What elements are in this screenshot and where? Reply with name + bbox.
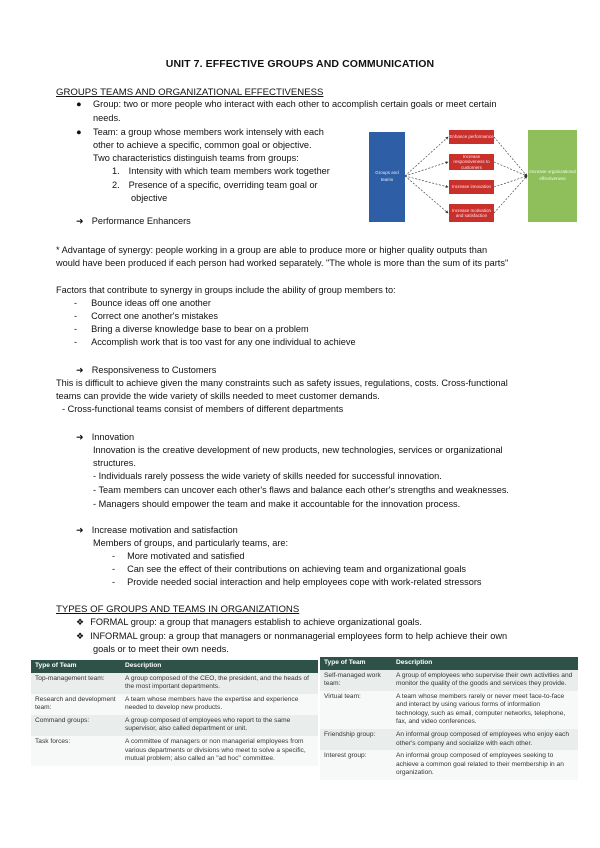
formal-group-definition: ❖ FORMAL group: a group that managers establish to achieve organizational goals.: [76, 617, 422, 627]
diagram-effectiveness-box: Increase organizational effectiveness: [528, 130, 577, 222]
characteristic-1: 1. Intensity with which team members work together: [112, 166, 330, 176]
table-header-row: [320, 657, 578, 670]
factor-item: - Bring a diverse knowledge base to bear on a problem: [74, 324, 309, 334]
team-types-table-left: [31, 660, 318, 766]
group-definition: ● Group: two or more people who interact with each other to accomplish certain goals or meet certain: [76, 98, 496, 111]
column-header: Type of Team: [320, 657, 392, 670]
innovation-item: - Team members can uncover each other's flaws and balance each other's strengths and weaknesses.: [93, 485, 509, 495]
table-header-row: [31, 660, 318, 673]
motivation-heading: ➜ Increase motivation and satisfaction: [76, 525, 238, 535]
motivation-item: - More motivated and satisfied: [112, 551, 245, 561]
motivation-intro: Members of groups, and particularly teams, are:: [93, 538, 289, 548]
diagram-box-responsiveness: Increase responsiveness to customers: [449, 154, 494, 170]
diagram-box-motivation: Increase motivation and satisfaction: [449, 204, 494, 222]
innovation-item: - Individuals rarely possess the wide variety of skills needed for successful innovation.: [93, 471, 442, 481]
table-row: Interest group: An informal group composed of employees seeking to achieve a common goal related to their membership in an organization.: [320, 750, 578, 780]
factor-item: - Accomplish work that is too vast for any one individual to achieve: [74, 337, 356, 347]
table-row: Top-management team: A group composed of the CEO, the president, and the heads of the most important departments.: [31, 673, 318, 694]
motivation-item: - Provide needed social interaction and help employees cope with work-related stressors: [112, 577, 482, 587]
table-row: Virtual team: A team whose members rarely or never meet face-to-face and interact by using various forms of information technology, such as email, computer networks, telephone, fax, and video conferences.: [320, 691, 578, 729]
page-title: UNIT 7. EFFECTIVE GROUPS AND COMMUNICATION: [165, 58, 435, 70]
arrow-icon: ➜: [76, 216, 84, 226]
diagram-box-performance: Enhance performance: [449, 130, 494, 144]
arrow-icon: ➜: [76, 525, 84, 535]
responsiveness-text-cont: teams can provide the wide variety of skills needed to meet customer demands.: [56, 391, 380, 401]
table-row: Friendship group: An informal group composed of employees who enjoy each other's company and socialize with each other.: [320, 729, 578, 750]
innovation-text: Innovation is the creative development of new products, new technologies, services or organizational: [93, 445, 503, 455]
table-row: Self-managed work team: A group of employees who supervise their own activities and monitor the quality of the goods and services they provide.: [320, 670, 578, 691]
motivation-item: - Can see the effect of their contributions on achieving team and organizational goals: [112, 564, 467, 574]
synergy-text: * Advantage of synergy: people working in a group are able to produce more or higher quality outputs than: [56, 245, 488, 255]
innovation-heading: ➜ Innovation: [76, 432, 135, 442]
bullet-icon: ●: [76, 99, 82, 109]
characteristic-2: 2. Presence of a specific, overriding team goal or: [112, 180, 318, 190]
arrow-icon: ➜: [76, 432, 84, 442]
informal-group-definition-cont: goals or to meet their own needs.: [93, 644, 229, 654]
table-row: Command groups: A group composed of employees who report to the same supervisor, also called department or unit.: [31, 715, 318, 736]
diagram-box-innovation: Increase innovation: [449, 180, 494, 194]
responsiveness-heading: ➜ Responsiveness to Customers: [76, 365, 217, 375]
table-row: Research and development team: A team whose members have the expertise and experience needed to develop new products.: [31, 694, 318, 715]
section-heading-types: TYPES OF GROUPS AND TEAMS IN ORGANIZATIONS: [56, 604, 300, 615]
synergy-text-cont: would have been produced if each person had worked separately. "The whole is more than the sum of its parts": [56, 258, 509, 268]
characteristic-2-cont: objective: [131, 193, 168, 203]
column-header: Type of Team: [31, 660, 121, 673]
diamond-bullet-icon: ❖: [76, 617, 85, 627]
factor-item: - Correct one another's mistakes: [74, 311, 218, 321]
diamond-bullet-icon: ❖: [76, 631, 85, 641]
cross-functional-note: - Cross-functional teams consist of members of different departments: [62, 404, 344, 414]
responsiveness-text: This is difficult to achieve given the many constraints such as safety issues, regulations, costs. Cross-functional: [56, 378, 508, 388]
innovation-text-cont: structures.: [93, 458, 136, 468]
team-definition: ● Team: a group whose members work intensely with each: [76, 126, 324, 139]
factors-intro: Factors that contribute to synergy in groups include the ability of group members to:: [56, 285, 396, 295]
factor-item: - Bounce ideas off one another: [74, 298, 211, 308]
performance-enhancers: ➜ Performance Enhancers: [76, 216, 191, 226]
bullet-icon: ●: [76, 127, 82, 137]
group-definition-cont: needs.: [93, 113, 121, 123]
section-heading-groups: GROUPS TEAMS AND ORGANIZATIONAL EFFECTIVENESS: [56, 87, 324, 98]
column-header: Description: [121, 660, 318, 673]
team-types-table-right: [320, 657, 578, 780]
table-row: Task forces: A committee of managers or non managerial employees from various departments or divisions who meet to solve a specific, mutual problem; also called an "ad hoc" committee.: [31, 736, 318, 766]
informal-group-definition: ❖ INFORMAL group: a group that managers or nonmanagerial employees form to help achieve their own: [76, 631, 508, 641]
team-characteristics-intro: Two characteristics distinguish teams from groups:: [93, 153, 299, 163]
effectiveness-diagram: [369, 127, 577, 226]
arrow-icon: ➜: [76, 365, 84, 375]
column-header: Description: [392, 657, 578, 670]
innovation-item: - Managers should empower the team and make it accountable for the innovation process.: [93, 499, 461, 509]
diagram-groups-box: Groups and teams: [369, 132, 405, 222]
team-definition-cont: other to achieve a specific, common goal or objective.: [93, 140, 312, 150]
